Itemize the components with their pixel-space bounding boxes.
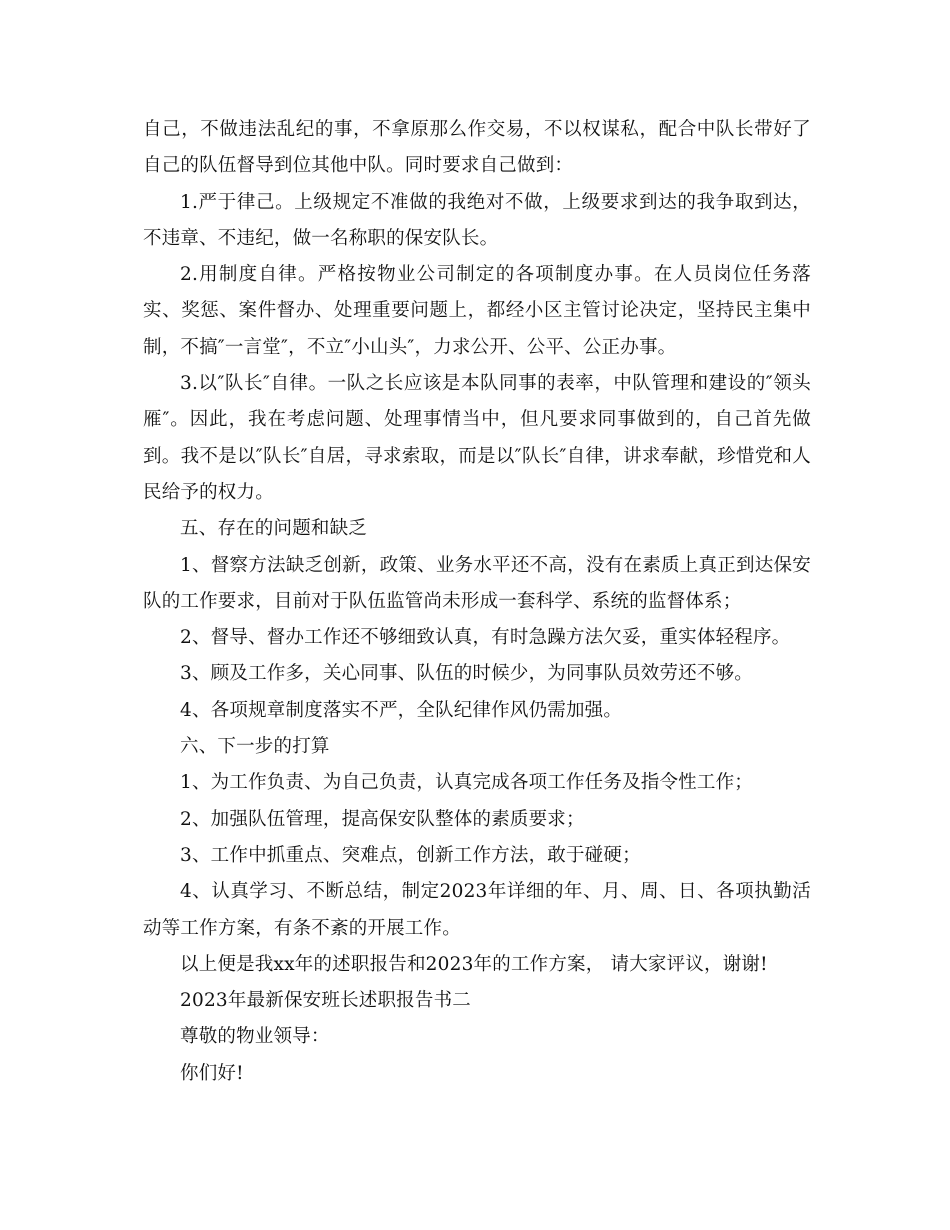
problem-item-3: 3、顾及工作多，关心同事、队伍的时候少，为同事队员效劳还不够。 — [180, 663, 753, 685]
paragraph-item-3-leader: 3.以″队长″自律。一队之长应该是本队同事的表率，中队管理和建设的″领头雁″。因此，我在考虑问题、处理事情当中，但凡要求同事做到的，自己首先做到。我不是以″队长″自居，寻求索取，而是以″队长″自律，讲求奉献，珍惜党和人民给予的权力。 — [143, 373, 811, 503]
paragraph-item-1-discipline: 1.严于律己。上级规定不准做的我绝对不做，上级要求到达的我争取到达，不违章、不违纪，做一名称职的保安队长。 — [143, 191, 811, 249]
plan-item-3: 3、工作中抓重点、突难点，创新工作方法，敢于碰硬； — [180, 844, 641, 866]
plan-item-1: 1、为工作负责、为自己负责，认真完成各项工作任务及指令性工作； — [180, 772, 753, 794]
problem-item-1: 1、督察方法缺乏创新，政策、业务水平还不高，没有在素质上真正到达保安队的工作要求，目前对于队伍监管尚未形成一套科学、系统的监督体系； — [143, 554, 811, 612]
document-body — [143, 112, 811, 1092]
closing-remarks: 以上便是我xx年的述职报告和2023年的工作方案， 请大家评议，谢谢! — [180, 953, 768, 975]
salutation: 尊敬的物业领导： — [180, 1026, 330, 1048]
paragraph-continuation: 自己，不做违法乱纪的事，不拿原那么作交易，不以权谋私，配合中队长带好了自己的队伍督导到位其他中队。同时要求自己做到： — [143, 119, 811, 177]
section-heading-plans: 六、下一步的打算 — [180, 736, 330, 758]
section-heading-problems: 五、存在的问题和缺乏 — [180, 518, 368, 540]
plan-item-4: 4、认真学习、不断总结，制定2023年详细的年、月、周、日、各项执勤活动等工作方案，有条不紊的开展工作。 — [143, 881, 811, 939]
plan-item-2: 2、加强队伍管理，提高保安队整体的素质要求； — [180, 808, 585, 830]
problem-item-4: 4、各项规章制度落实不严，全队纪律作风仍需加强。 — [180, 699, 623, 721]
problem-item-2: 2、督导、督办工作还不够细致认真，有时急躁方法欠妥，重实体轻程序。 — [180, 627, 791, 649]
second-report-title: 2023年最新保安班长述职报告书二 — [180, 990, 471, 1012]
greeting: 你们好! — [180, 1062, 244, 1084]
paragraph-item-2-system: 2.用制度自律。严格按物业公司制定的各项制度办事。在人员岗位任务落实、奖惩、案件督办、处理重要问题上，都经小区主管讨论决定，坚持民主集中制，不搞″一言堂″，不立″小山头″，力求公开、公平、公正办事。 — [143, 264, 811, 358]
